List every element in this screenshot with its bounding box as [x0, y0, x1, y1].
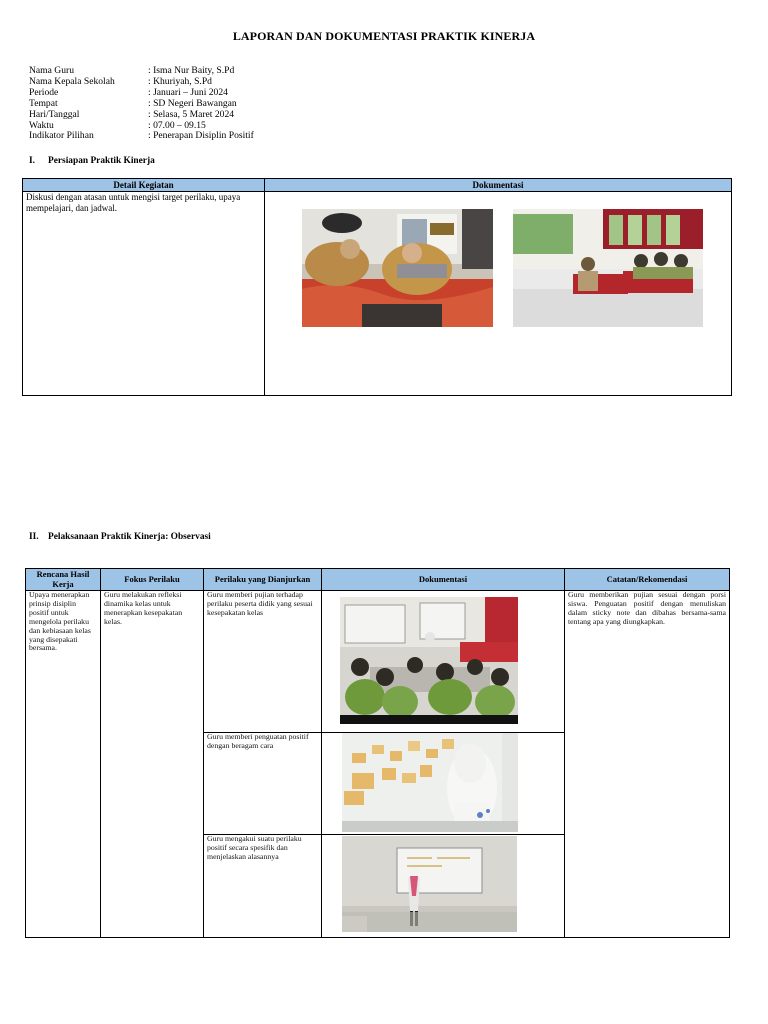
sticky-notes-photo	[342, 733, 518, 832]
info-row-waktu: Waktu : 07.00 – 09.15	[29, 119, 206, 131]
perilaku-2-text: Guru memberi penguatan positif dengan beragam cara	[207, 732, 309, 750]
info-block	[29, 66, 254, 142]
column-header-catatan: Catatan/Rekomendasi	[606, 573, 688, 584]
perilaku-1-text: Guru memberi pujian terhadap perilaku peserta didik yang sesuai kesepakatan kelas	[207, 590, 313, 617]
meeting-photo	[302, 209, 493, 327]
info-row-kepala-sekolah: Nama Kepala Sekolah : Khuriyah, S.Pd	[29, 75, 212, 87]
info-row-tempat: Tempat : SD Negeri Bawangan	[29, 97, 237, 109]
section-1-heading: I. Persiapan Praktik Kinerja	[29, 156, 155, 166]
observation-table	[25, 568, 730, 938]
perilaku-3-text: Guru mengakui suatu perilaku positif secara spesifik dan menjelaskan alasannya	[207, 834, 302, 861]
classroom-photo	[513, 209, 703, 327]
column-header-dokumentasi: Dokumentasi	[418, 573, 468, 584]
column-header-dokumentasi: Dokumentasi	[472, 180, 524, 190]
catatan-rekomendasi-text: Guru memberikan pujian sesuai dengan porsi siswa. Penguatan positif dengan menuliskan dalam sticky note dan dibahas bersama-sama tentang apa yang diungkapkan.	[568, 590, 726, 626]
info-row-hari-tanggal: Hari/Tanggal : Selasa, 5 Maret 2024	[29, 108, 235, 120]
column-header-perilaku: Perilaku yang Dianjurkan	[214, 573, 311, 584]
column-header-detail-kegiatan: Detail Kegiatan	[113, 180, 174, 190]
rencana-hasil-kerja-text: Upaya menerapkan prinsip disiplin positif untuk mengelola perilaku dan kebiasaan kelas yang disepakati bersama.	[29, 590, 91, 653]
preparation-table	[22, 178, 732, 396]
info-row-nama-guru: Nama Guru : Isma Nur Baity, S.Pd	[29, 65, 235, 76]
fokus-perilaku-text: Guru melakukan refleksi dinamika kelas untuk menerapkan kesepakatan kelas.	[104, 590, 183, 626]
teacher-whiteboard-photo	[342, 836, 517, 932]
info-row-periode: Periode : Januari – Juni 2024	[29, 86, 228, 98]
info-row-indikator: Indikator Pilihan : Penerapan Disiplin Positif	[29, 130, 254, 142]
column-header-rencana: Rencana Hasil Kerja	[36, 569, 90, 589]
column-header-fokus: Fokus Perilaku	[124, 573, 180, 584]
classroom-students-photo	[340, 597, 518, 724]
page-title: LAPORAN DAN DOKUMENTASI PRAKTIK KINERJA	[232, 29, 536, 43]
detail-kegiatan-text: Diskusi dengan atasan untuk mengisi target perilaku, upaya mempelajari, dan jadwal.	[26, 192, 241, 213]
section-2-heading: II. Pelaksanaan Praktik Kinerja: Observasi	[29, 532, 211, 542]
